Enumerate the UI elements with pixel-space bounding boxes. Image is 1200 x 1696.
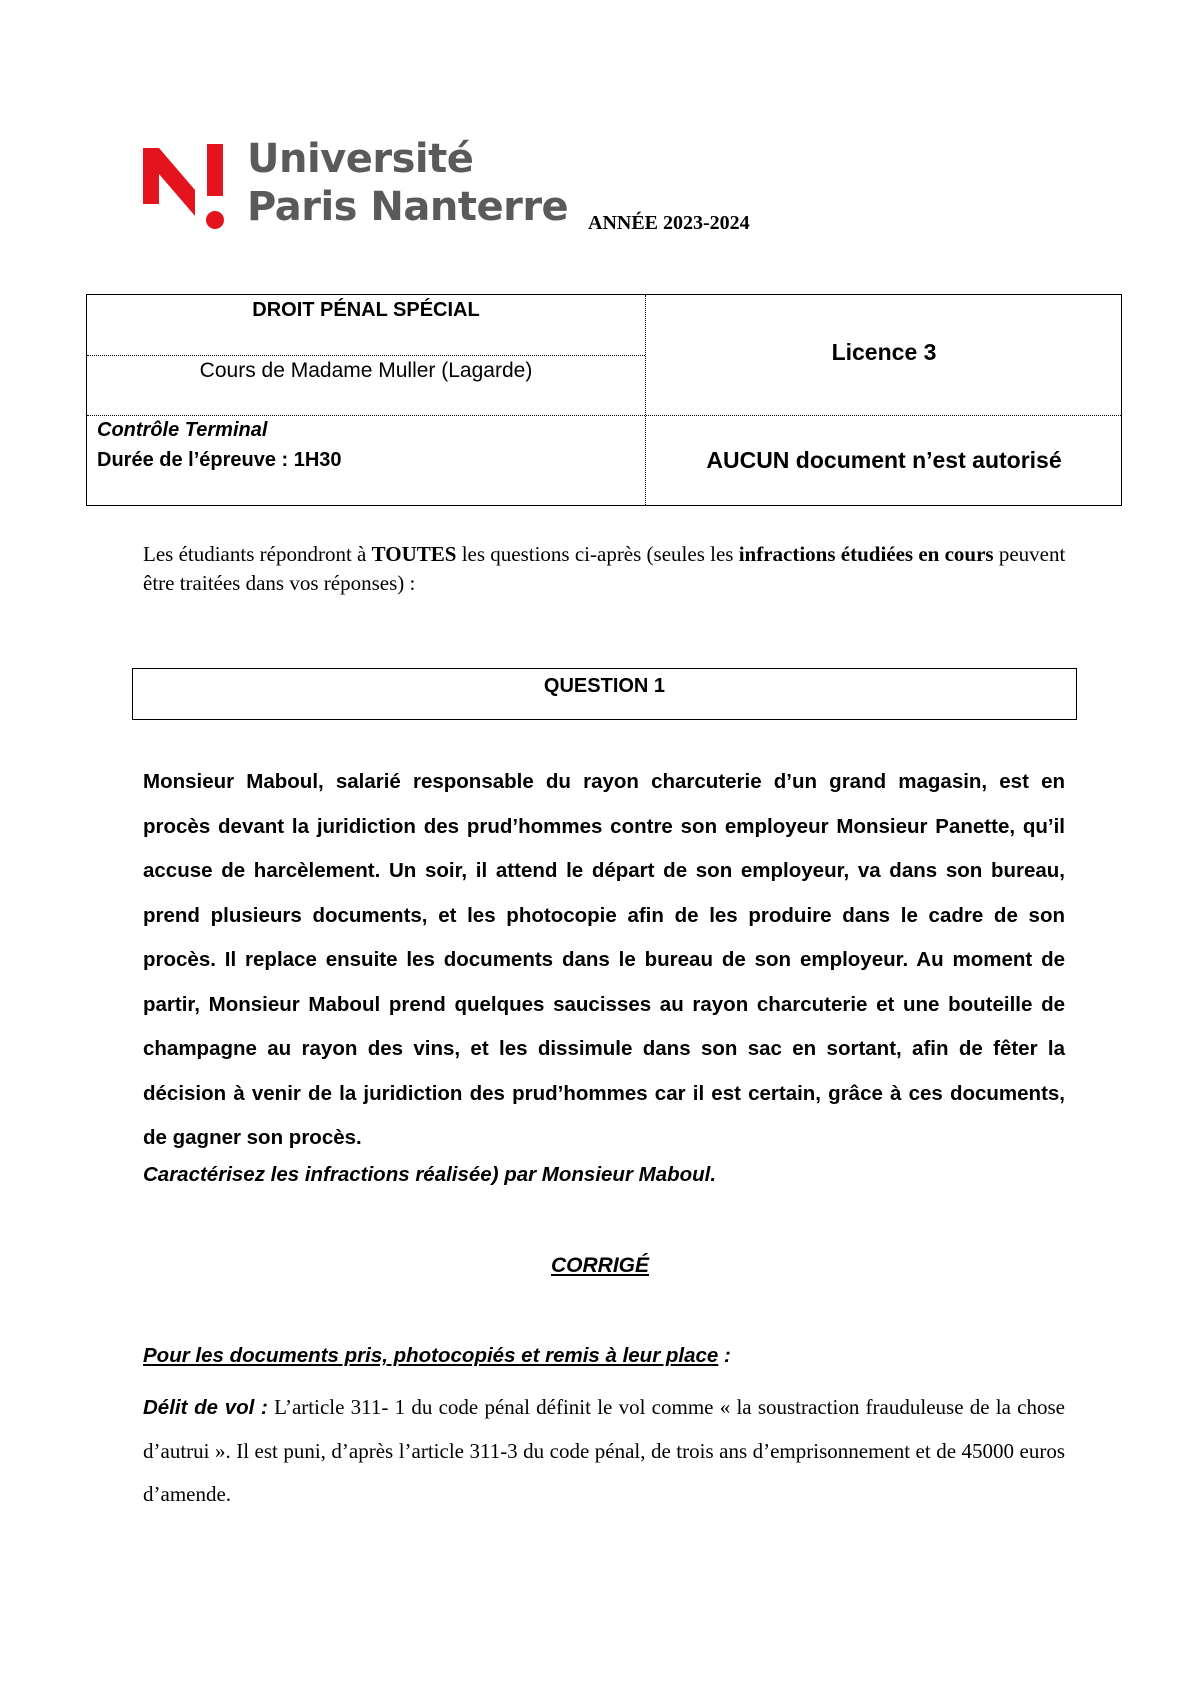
answer-paragraph	[143, 1386, 1065, 1517]
subject-title: DROIT PÉNAL SPÉCIAL	[252, 299, 480, 321]
exam-duration: Durée de l’épreuve : 1H30	[97, 449, 342, 471]
instructions-text: Les étudiants répondront à	[143, 542, 372, 566]
exam-info-table	[86, 294, 1122, 506]
answer-lead: Délit de vol :	[143, 1396, 268, 1419]
corrige-title: CORRIGÉ	[550, 1254, 649, 1277]
question-heading: QUESTION 1	[132, 668, 1077, 720]
university-name-line2: Paris Nanterre	[247, 184, 569, 230]
course-teacher: Cours de Madame Muller (Lagarde)	[199, 359, 533, 382]
exam-type: Contrôle Terminal	[97, 419, 268, 441]
level-label: Licence 3	[831, 339, 937, 365]
question-statement: Monsieur Maboul, salarié responsable du rayon charcuterie d’un grand magasin, est en procès devant la juridiction des prud’hommes contre son employeur Monsieur Panette, qu’il accuse de harcèlement. Un soir, il attend le départ de son employeur, va dans son bureau, prend plusieurs documents, et les photocopie afin de les produire dans le cadre de son procès. Il replace ensuite les documents dans le bureau de son employeur. Au moment de partir, Monsieur Maboul prend quelques saucisses au rayon charcuterie et une bouteille de champagne au rayon des vins, et les dissimule dans son sac en sortant, afin de fêter la décision à venir de la juridiction des prud’hommes car il est certain, grâce à ces documents, de gagner son procès.	[143, 770, 1065, 1149]
university-logo	[143, 136, 583, 240]
academic-year: ANNÉE 2023-2024	[588, 212, 750, 234]
section-title-suffix: :	[718, 1344, 731, 1367]
university-name-line1: Université	[247, 136, 474, 182]
instructions-text: les questions ci-après (seules les	[456, 542, 739, 566]
documents-policy: AUCUN document n’est autorisé	[706, 447, 1062, 473]
table-divider-horizontal	[87, 355, 645, 356]
instructions-text: peuvent être traitées dans vos réponses) :	[143, 542, 1066, 595]
instructions-emphasis: infractions étudiées en cours	[738, 542, 994, 566]
question-prompt: Caractérisez les infractions réalisée) par Monsieur Maboul.	[143, 1163, 717, 1186]
answer-section-title	[143, 1344, 731, 1368]
section-title-text: Pour les documents pris, photocopiés et remis à leur place	[143, 1344, 719, 1367]
instructions-emphasis: TOUTES	[371, 542, 457, 566]
instructions	[143, 540, 1073, 598]
table-divider-horizontal	[87, 415, 1121, 416]
answer-text: L’article 311- 1 du code pénal définit le vol comme « la soustraction frauduleuse de la chose d’autrui ». Il est puni, d’après l’article 311-3 du code pénal, de trois ans d’emprisonnement et de 45000 euros d’amende.	[143, 1395, 1065, 1506]
nanterre-logo-icon	[143, 144, 233, 234]
